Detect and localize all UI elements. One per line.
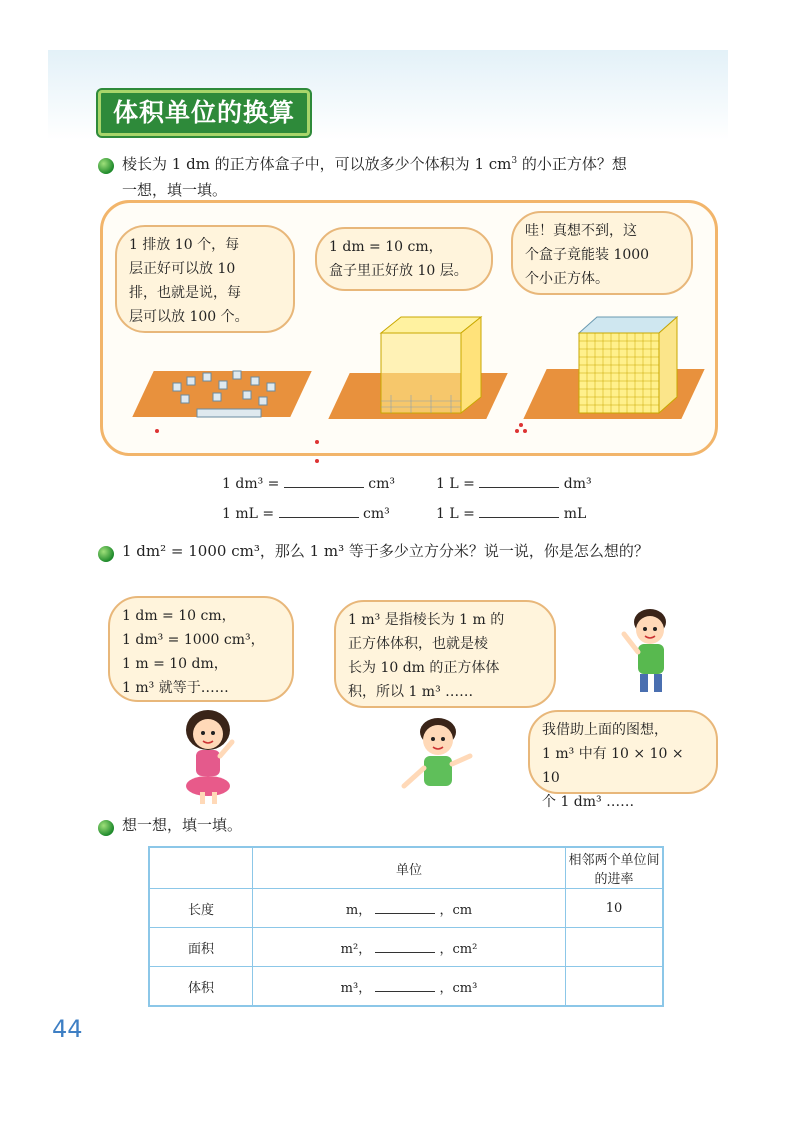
fill-L-mL: 1 L = mL: [436, 506, 587, 522]
blank-input[interactable]: [479, 517, 559, 518]
boy-right-character-icon: [618, 604, 682, 700]
section-title: 体积单位的换算: [98, 90, 310, 136]
speech-bubble-3: 哇！真想不到，这 个盒子竟能装 1000 个小正方体。: [511, 211, 693, 295]
speech-bubble-5: 1 m³ 是指棱长为 1 m 的 正方体体积，也就是棱 长为 10 dm 的正方体体 积，所以 1 m³ ……: [334, 600, 556, 708]
blank-input[interactable]: [479, 487, 559, 488]
dot-marker: [315, 429, 327, 433]
question-1: 棱长为 1 dm 的正方体盒子中，可以放多少个体积为 1 $cm^3$ 的小正方体？想 一想，填一填。: [122, 155, 627, 199]
blank-input[interactable]: [375, 991, 435, 992]
blank-input[interactable]: [375, 952, 435, 953]
transparent-cube-icon: [371, 313, 491, 419]
boy-character-icon: [398, 712, 478, 808]
speech-bubble-2: 1 dm = 10 cm， 盒子里正好放 10 层。: [315, 227, 493, 291]
table-row: 长度 m， ，cm 10: [149, 889, 663, 928]
cube-illustration: [100, 200, 718, 456]
fill-mL-cm3: 1 mL = cm³: [222, 506, 390, 522]
blank-input[interactable]: [279, 517, 359, 518]
full-cube-icon: [573, 311, 683, 417]
dot-marker: [155, 429, 159, 433]
speech-bubble-4: 1 dm = 10 cm， 1 dm³ = 1000 cm³， 1 m = 10 dm， 1 m³ 就等于……: [108, 596, 294, 702]
fill-L-dm3: 1 L = dm³: [436, 476, 592, 492]
speech-bubble-6: 我借助上面的图想， 1 m³ 中有 10 × 10 × 10 个 1 dm³ ……: [528, 710, 718, 794]
fill-dm3-cm3: 1 dm³ = cm³: [222, 476, 396, 492]
units-table: [148, 846, 664, 1007]
page-number: 44: [52, 1015, 83, 1043]
blank-input[interactable]: [375, 913, 435, 914]
table-row: 面积 m²， ，cm²: [149, 928, 663, 967]
girl-character-icon: [176, 706, 246, 806]
dot-marker: [515, 423, 529, 437]
green-bullet-icon: [98, 158, 114, 174]
green-bullet-icon: [98, 546, 114, 562]
small-cubes-icon: [163, 363, 293, 419]
question-3: 想一想，填一填。: [122, 816, 243, 834]
blank-input[interactable]: [284, 487, 364, 488]
question-2: 1 dm² = 1000 cm³，那么 1 m³ 等于多少立方分米？说一说，你是怎么想的？: [122, 542, 649, 560]
speech-bubble-1: 1 排放 10 个，每 层正好可以放 10 排，也就是说，每 层可以放 100 个。: [115, 225, 295, 333]
green-bullet-icon: [98, 820, 114, 836]
table-row: 体积 m³， ，cm³: [149, 967, 663, 1007]
table-header-row: 单位 相邻两个单位间的进率: [149, 847, 663, 889]
